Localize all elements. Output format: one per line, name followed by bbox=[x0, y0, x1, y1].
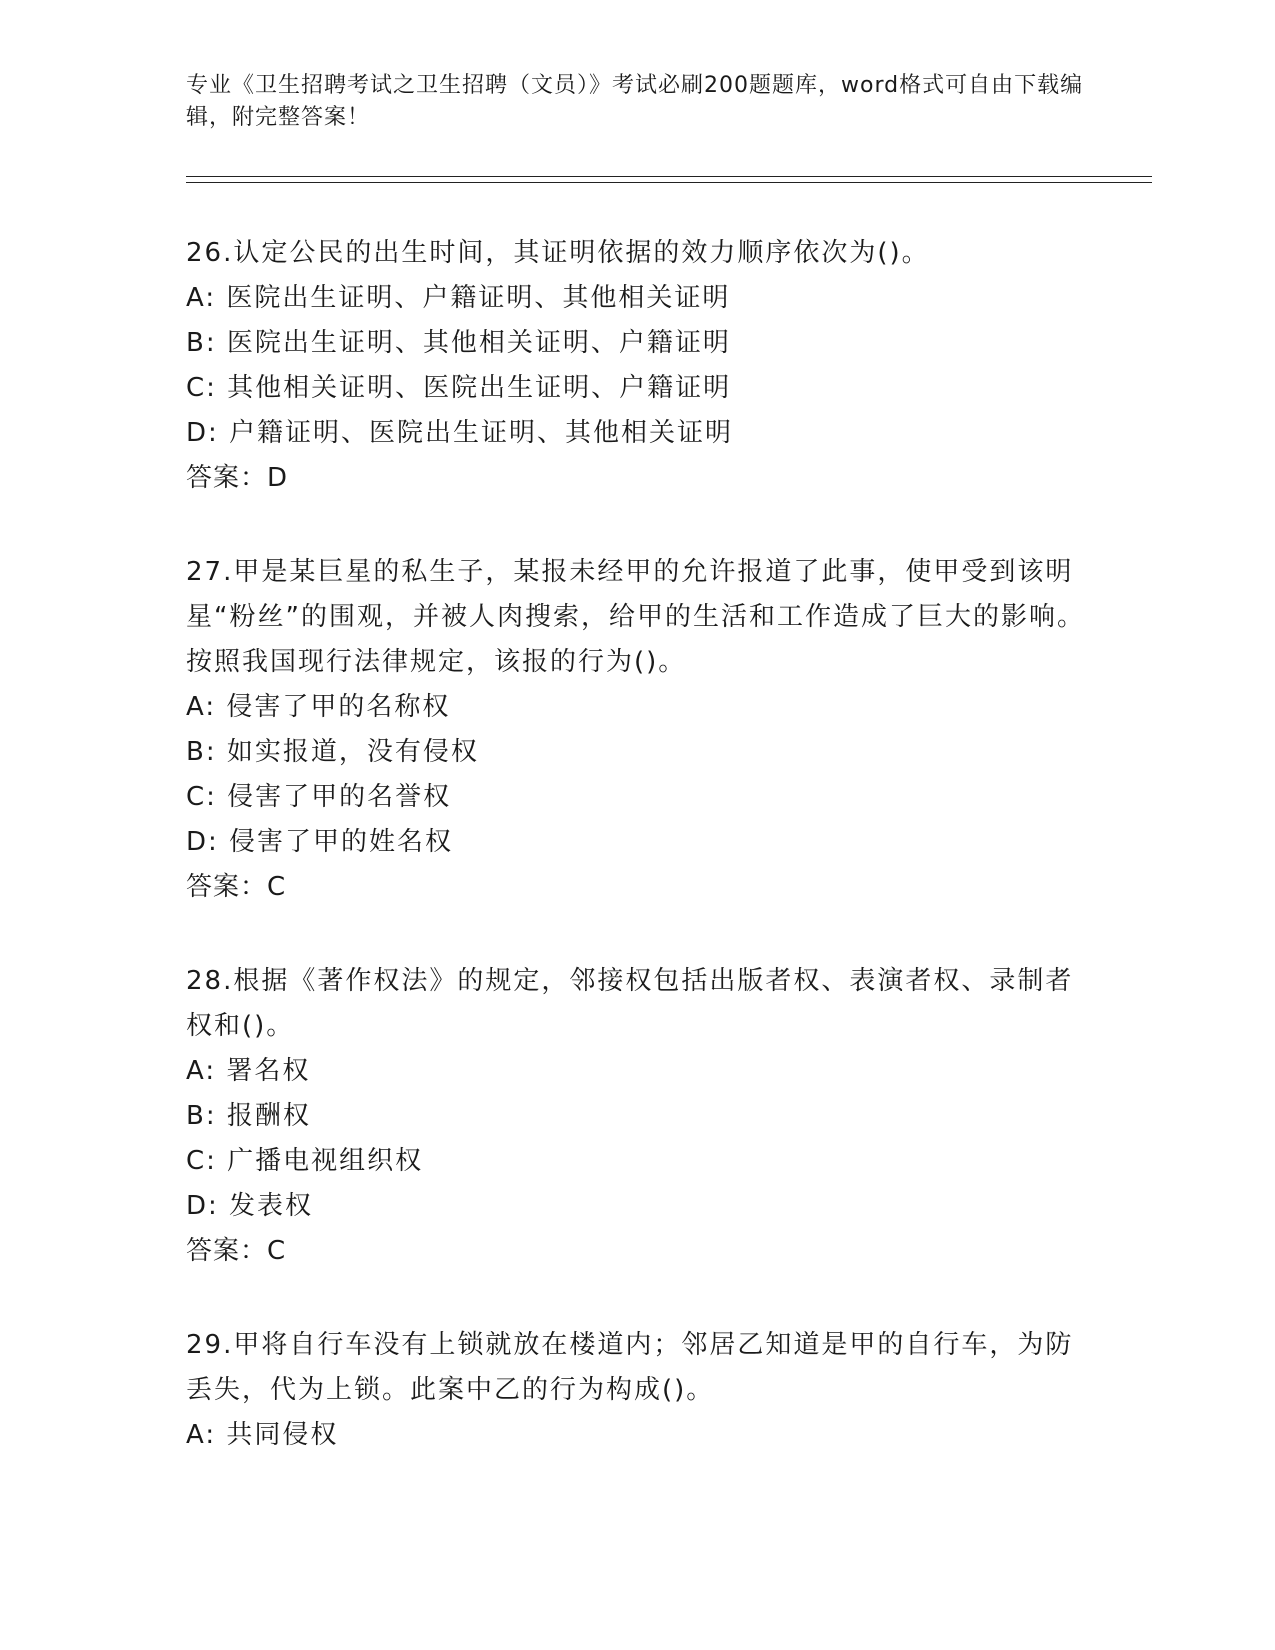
option-a: A: 医院出生证明、户籍证明、其他相关证明 bbox=[186, 283, 731, 313]
option-c: C: 侵害了甲的名誉权 bbox=[186, 782, 452, 812]
header-text: 专业《卫生招聘考试之卫生招聘（文员）》考试必刷200题题库，word格式可自由下载编辑，附完整答案！ bbox=[186, 73, 1084, 130]
question-29 bbox=[186, 1323, 1086, 1458]
answer-label: 答案：C bbox=[186, 1236, 287, 1266]
question-27 bbox=[186, 550, 1086, 910]
answer-label: 答案：D bbox=[186, 463, 289, 493]
header-divider-bottom bbox=[186, 182, 1152, 183]
question-stem: 29.甲将自行车没有上锁就放在楼道内；邻居乙知道是甲的自行车，为防丢失，代为上锁。此案中乙的行为构成()。 bbox=[186, 1330, 1074, 1405]
option-b: B: 如实报道，没有侵权 bbox=[186, 737, 479, 767]
question-list bbox=[186, 231, 1086, 1507]
option-d: D: 侵害了甲的姓名权 bbox=[186, 827, 454, 857]
option-c: C: 广播电视组织权 bbox=[186, 1146, 424, 1176]
option-d: D: 发表权 bbox=[186, 1191, 314, 1221]
option-b: B: 报酬权 bbox=[186, 1101, 311, 1131]
question-stem: 26.认定公民的出生时间，其证明依据的效力顺序依次为()。 bbox=[186, 238, 930, 268]
option-c: C: 其他相关证明、医院出生证明、户籍证明 bbox=[186, 373, 732, 403]
header-divider-top bbox=[186, 176, 1152, 177]
question-stem: 28.根据《著作权法》的规定，邻接权包括出版者权、表演者权、录制者权和()。 bbox=[186, 966, 1074, 1041]
question-stem: 27.甲是某巨星的私生子，某报未经甲的允许报道了此事，使甲受到该明星“粉丝”的围观，并被人肉搜索，给甲的生活和工作造成了巨大的影响。按照我国现行法律规定，该报的行为()。 bbox=[186, 557, 1085, 677]
document-header bbox=[186, 70, 1086, 134]
question-28 bbox=[186, 959, 1086, 1274]
answer-label: 答案：C bbox=[186, 872, 287, 902]
option-b: B: 医院出生证明、其他相关证明、户籍证明 bbox=[186, 328, 731, 358]
option-a: A: 侵害了甲的名称权 bbox=[186, 692, 451, 722]
option-a: A: 共同侵权 bbox=[186, 1420, 339, 1450]
option-d: D: 户籍证明、医院出生证明、其他相关证明 bbox=[186, 418, 734, 448]
option-a: A: 署名权 bbox=[186, 1056, 311, 1086]
question-26 bbox=[186, 231, 1086, 501]
